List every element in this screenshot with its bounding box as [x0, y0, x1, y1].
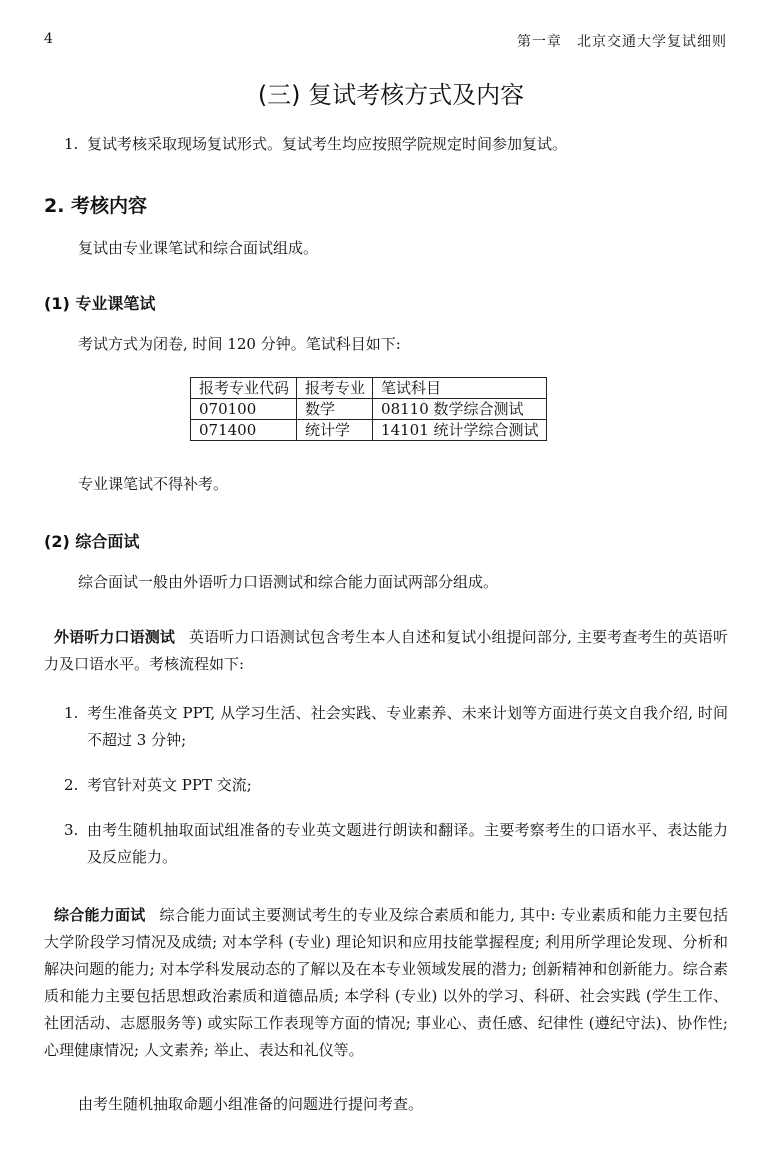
foreign-language-paragraph [44, 624, 728, 678]
table-cell: 071400 [191, 420, 297, 441]
table-cell: 统计学 [297, 420, 373, 441]
ability-runin: 综合能力面试 [54, 906, 146, 924]
ability-paragraph [44, 902, 728, 1064]
interview-intro: 综合面试一般由外语听力口语测试和综合能力面试两部分组成。 [78, 573, 499, 591]
ability-text: 综合能力面试主要测试考生的专业及综合素质和能力, 其中: 专业素质和能力主要包括大学阶段学习情况及成绩; 对本学科 (专业) 理论知识和应用技能掌握程度; 利用所学理论发现、分析和解决问题的能力; 对本学科发展动态的了解以及在本专业领域发展的潜力; 创新精神和创新能力。综合素质和能力主要包括思想政治素质和道德品质; 本学科 (专业) 以外的学习、科研、社会实践 (学生工作、社团活动、志愿服务等) 或实际工作表现等方面的情况; 事业心、责任感、纪律性 (遵纪守法)、协作性; 心理健康情况; 人文素养; 举止、表达和礼仪等。 [44, 906, 728, 1059]
foreign-language-runin: 外语听力口语测试 [54, 628, 176, 646]
table-cell: 14101 统计学综合测试 [373, 420, 547, 441]
item2-intro: 复试由专业课笔试和综合面试组成。 [78, 239, 319, 257]
item1-number: 1. [64, 135, 79, 153]
interview-heading: (2) 综合面试 [44, 532, 140, 551]
table-header-row [191, 378, 547, 399]
page-number: 4 [44, 31, 53, 47]
step1-number: 1. [64, 704, 79, 722]
table-row [191, 399, 547, 420]
step2-number: 2. [64, 776, 79, 794]
table-cell: 08110 数学综合测试 [373, 399, 547, 420]
foreign-language-text: 英语听力口语测试包含考生本人自述和复试小组提问部分, 主要考查考生的英语听力及口语水平。考核流程如下: [44, 628, 728, 673]
table-row [191, 420, 547, 441]
section-title: (三) 复试考核方式及内容 [257, 81, 525, 109]
table-cell: 数学 [297, 399, 373, 420]
exam-subject-table [190, 377, 547, 441]
item2-heading: 2. 考核内容 [44, 195, 148, 217]
item1-text: 复试考核采取现场复试形式。复试考生均应按照学院规定时间参加复试。 [87, 135, 568, 153]
step3-text: 由考生随机抽取面试组准备的专业英文题进行朗读和翻译。主要考察考生的口语水平、表达能力及反应能力。 [87, 821, 728, 866]
running-header: 第一章 北京交通大学复试细则 [517, 34, 727, 50]
table-header-cell: 报考专业代码 [191, 378, 297, 399]
written-heading: (1) 专业课笔试 [44, 294, 156, 313]
step3-number: 3. [64, 821, 79, 839]
step1-text: 考生准备英文 PPT, 从学习生活、社会实践、专业素养、未来计划等方面进行英文自我介绍, 时间不超过 3 分钟; [87, 704, 728, 749]
table-cell: 070100 [191, 399, 297, 420]
written-text: 考试方式为闭卷, 时间 120 分钟。笔试科目如下: [78, 335, 401, 353]
table-header-cell: 报考专业 [297, 378, 373, 399]
step2-text: 考官针对英文 PPT 交流; [87, 776, 252, 794]
ability-closing: 由考生随机抽取命题小组准备的问题进行提问考查。 [78, 1095, 424, 1113]
table-header-cell: 笔试科目 [373, 378, 547, 399]
written-note: 专业课笔试不得补考。 [78, 475, 229, 493]
